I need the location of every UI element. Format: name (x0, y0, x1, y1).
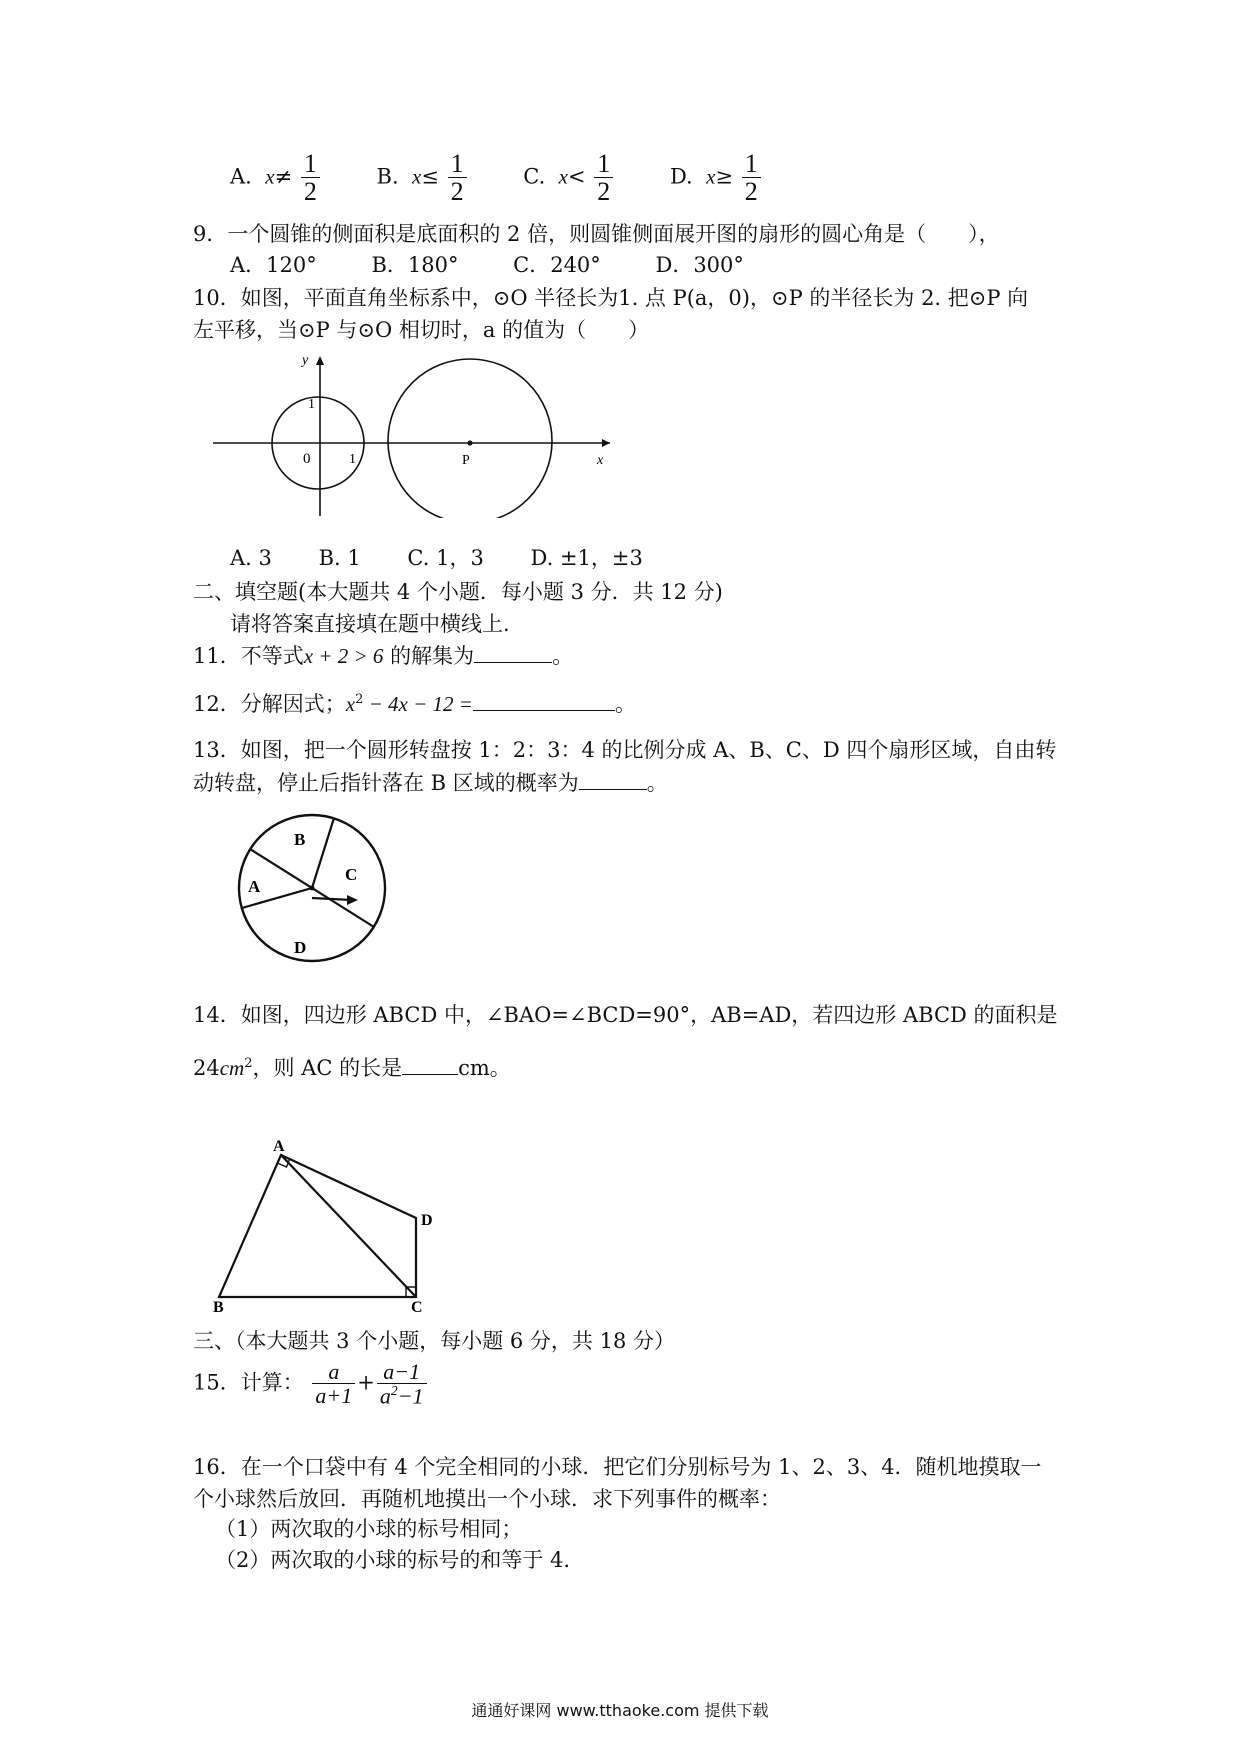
q14-line1: 14．如图，四边形 ABCD 中，∠BAO=∠BCD=90°，AB=AD，若四边形 ABCD 的面积是 (193, 1003, 1058, 1027)
x-label: x (597, 453, 604, 468)
vertex-label-b: B (213, 1299, 224, 1313)
diagonal-ac (281, 1155, 416, 1297)
footer-credit: 通通好课网 www.tthaoke.com 提供下载 (471, 1701, 769, 1720)
y-axis-arrow (316, 356, 324, 365)
fraction: $\frac{1}{2}$ (448, 150, 467, 206)
q9-text: 9．一个圆锥的侧面积是底面积的 2 倍，则圆锥侧面展开图的扇形的圆心角是（ ）， (193, 222, 1000, 246)
q14-quadrilateral-figure (205, 1135, 445, 1313)
q15-prefix: 15．计算： (193, 1370, 304, 1395)
q9-option-c: C．240° (513, 253, 601, 277)
q16-line2: 个小球然后放回．再随机地摸出一个小球．求下列事件的概率： (193, 1487, 781, 1511)
y-label: y (302, 353, 309, 368)
q10-option-d: D. ±1，±3 (530, 546, 643, 570)
q15: 15．计算： $\frac{a}{a+1}$ + $\frac{a-1}{a^2-1}$ (193, 1360, 429, 1408)
spinner-pointer (312, 898, 352, 900)
q8-options (230, 150, 811, 206)
q10-figure (205, 348, 625, 518)
vertex-label-c: C (411, 1299, 423, 1313)
q13-spinner-figure (232, 808, 392, 968)
q10-option-c: C. 1，3 (407, 546, 484, 570)
q11-expr: x + 2 > 6 (303, 644, 384, 668)
q10-line2: 左平移，当⊙P 与⊙O 相切时，a 的值为（ ） (193, 318, 650, 342)
circle-p (388, 359, 552, 518)
q8-option-b: B. x≤ $\frac{1}{2}$ (377, 150, 469, 206)
q13-answer-blank[interactable] (579, 771, 647, 790)
divider-b-c (312, 818, 334, 888)
fraction: $\frac{1}{2}$ (742, 150, 761, 206)
q11-prefix: 11．不等式 (193, 644, 304, 668)
x-one-label: 1 (349, 452, 356, 467)
origin-label: 0 (303, 451, 311, 467)
q12: 12．分解因式；$x^2 - 4x - 12$ = 。 (193, 692, 636, 716)
q10-option-a: A. 3 (230, 546, 272, 570)
y-one-label: 1 (308, 397, 315, 412)
section3-title: 三、（本大题共 3 个小题，每小题 6 分，共 18 分） (193, 1329, 675, 1353)
q11-answer-blank[interactable] (474, 644, 552, 663)
vertex-label-a: A (273, 1138, 285, 1155)
fraction: $\frac{1}{2}$ (594, 150, 613, 206)
q11: 11．不等式x + 2 > 6 的解集为 。 (193, 644, 574, 668)
q9-option-a: A．120° (230, 253, 317, 277)
q10-line1: 10．如图，平面直角坐标系中，⊙O 半径长为1. 点 P(a，0)，⊙P 的半径长为 2. 把⊙P 向 (193, 286, 1029, 310)
q15-fraction-2: $\frac{a-1}{a^2-1}$ (377, 1360, 427, 1408)
p-label: P (462, 453, 470, 468)
q16-part2: （2）两次取的小球的标号的和等于 4. (215, 1548, 571, 1572)
fraction: $\frac{1}{2}$ (301, 150, 320, 206)
q10-option-b: B. 1 (318, 546, 361, 570)
q12-prefix: 12．分解因式； (193, 692, 346, 716)
sector-label-b: B (294, 830, 306, 849)
q13-line1: 13．如图，把一个圆形转盘按 1：2：3：4 的比例分成 A、B、C、D 四个扇形区域，自由转 (193, 738, 1057, 762)
q9-options (230, 253, 792, 278)
q14-answer-blank[interactable] (402, 1056, 458, 1075)
section2-title: 二、填空题(本大题共 4 个小题．每小题 3 分．共 12 分) (193, 580, 723, 604)
sector-label-a: A (248, 877, 261, 896)
section2-instruction: 请将答案直接填在题中横线上. (230, 612, 510, 636)
sector-label-d: D (294, 938, 307, 957)
point-p (467, 440, 472, 445)
sector-label-c: C (345, 865, 358, 884)
q15-fraction-1: $\frac{a}{a+1}$ (312, 1360, 355, 1407)
q10-options (230, 546, 691, 571)
q9-option-b: B．180° (371, 253, 459, 277)
pointer-arrow-icon (347, 895, 358, 905)
q9-option-d: D．300° (655, 253, 744, 277)
q11-suffix: 的解集为 (383, 644, 475, 668)
q8-option-d: D. x≥ $\frac{1}{2}$ (670, 150, 763, 206)
q13-line2: 动转盘，停止后指针落在 B 区域的概率为 。 (193, 771, 668, 795)
q8-option-a: A. x≠ $\frac{1}{2}$ (230, 150, 322, 206)
vertex-label-d: D (421, 1212, 433, 1229)
q12-answer-blank[interactable] (473, 692, 615, 711)
q8-option-c: C. x< $\frac{1}{2}$ (523, 150, 615, 206)
q16-part1: （1）两次取的小球的标号相同； (215, 1517, 523, 1541)
quadrilateral-abcd (219, 1155, 416, 1297)
q14-line2: $24cm^2$，则 AC 的长是 cm。 (193, 1056, 511, 1080)
q16-line1: 16．在一个口袋中有 4 个完全相同的小球．把它们分别标号为 1、2、3、4．随机地摸取一 (193, 1455, 1042, 1479)
spinner-center (310, 886, 315, 891)
x-axis-arrow (602, 439, 610, 447)
